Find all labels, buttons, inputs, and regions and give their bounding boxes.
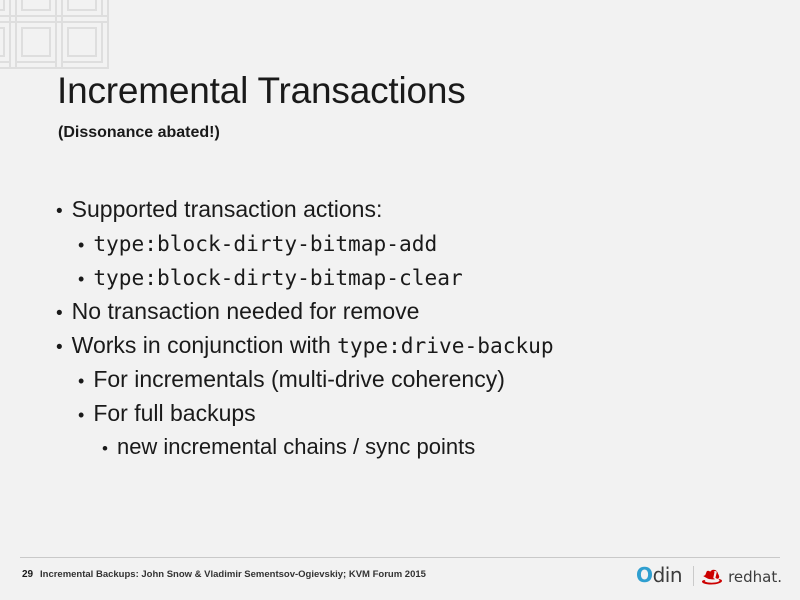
footer-text: Incremental Backups: John Snow & Vladimir Sementsov-Ogievskiy; KVM Forum 2015 [40,569,426,580]
redhat-logo [701,568,782,586]
bullet-marker-icon: • [56,337,63,358]
bullet-marker-icon: • [78,405,85,425]
slide-subtitle: (Dissonance abated!) [58,124,220,141]
bullet-marker-icon: • [78,371,85,391]
odin-logo [636,563,682,587]
list-item-text: type:block-dirty-bitmap-clear [93,265,463,290]
list-item [78,230,756,257]
list-item [56,332,756,359]
redhat-fedora-icon [701,569,723,585]
list-item-text: new incremental chains / sync points [116,434,476,459]
list-item-text: For incrementals (multi-drive coherency) [93,366,505,392]
list-item [56,298,756,325]
bullet-marker-icon: • [56,303,63,324]
list-item [78,400,756,427]
corner-pattern-decoration [0,0,118,74]
bullet-marker-icon: • [56,201,63,222]
bullet-marker-icon: • [102,439,108,458]
footer-divider [20,557,780,558]
list-item-text: For full backups [93,400,256,426]
list-item [78,366,756,393]
list-item-text: type:block-dirty-bitmap-add [93,231,438,256]
bullet-list [56,196,756,467]
odin-logo-text: din [652,563,682,587]
bullet-marker-icon: • [78,269,85,289]
list-item-text: No transaction needed for remove [71,298,420,324]
list-item [78,264,756,291]
list-item [56,196,756,223]
list-item-text: Supported transaction actions: [71,196,383,222]
list-item [102,434,756,460]
logo-divider [693,566,694,586]
odin-logo-mark: O [636,563,653,587]
page-number: 29 [22,569,34,580]
redhat-logo-text: redhat. [728,568,782,586]
bullet-marker-icon: • [78,235,85,255]
slide-title: Incremental Transactions [57,70,466,111]
list-item-text: Works in conjunction with type:drive-backup [71,332,554,358]
